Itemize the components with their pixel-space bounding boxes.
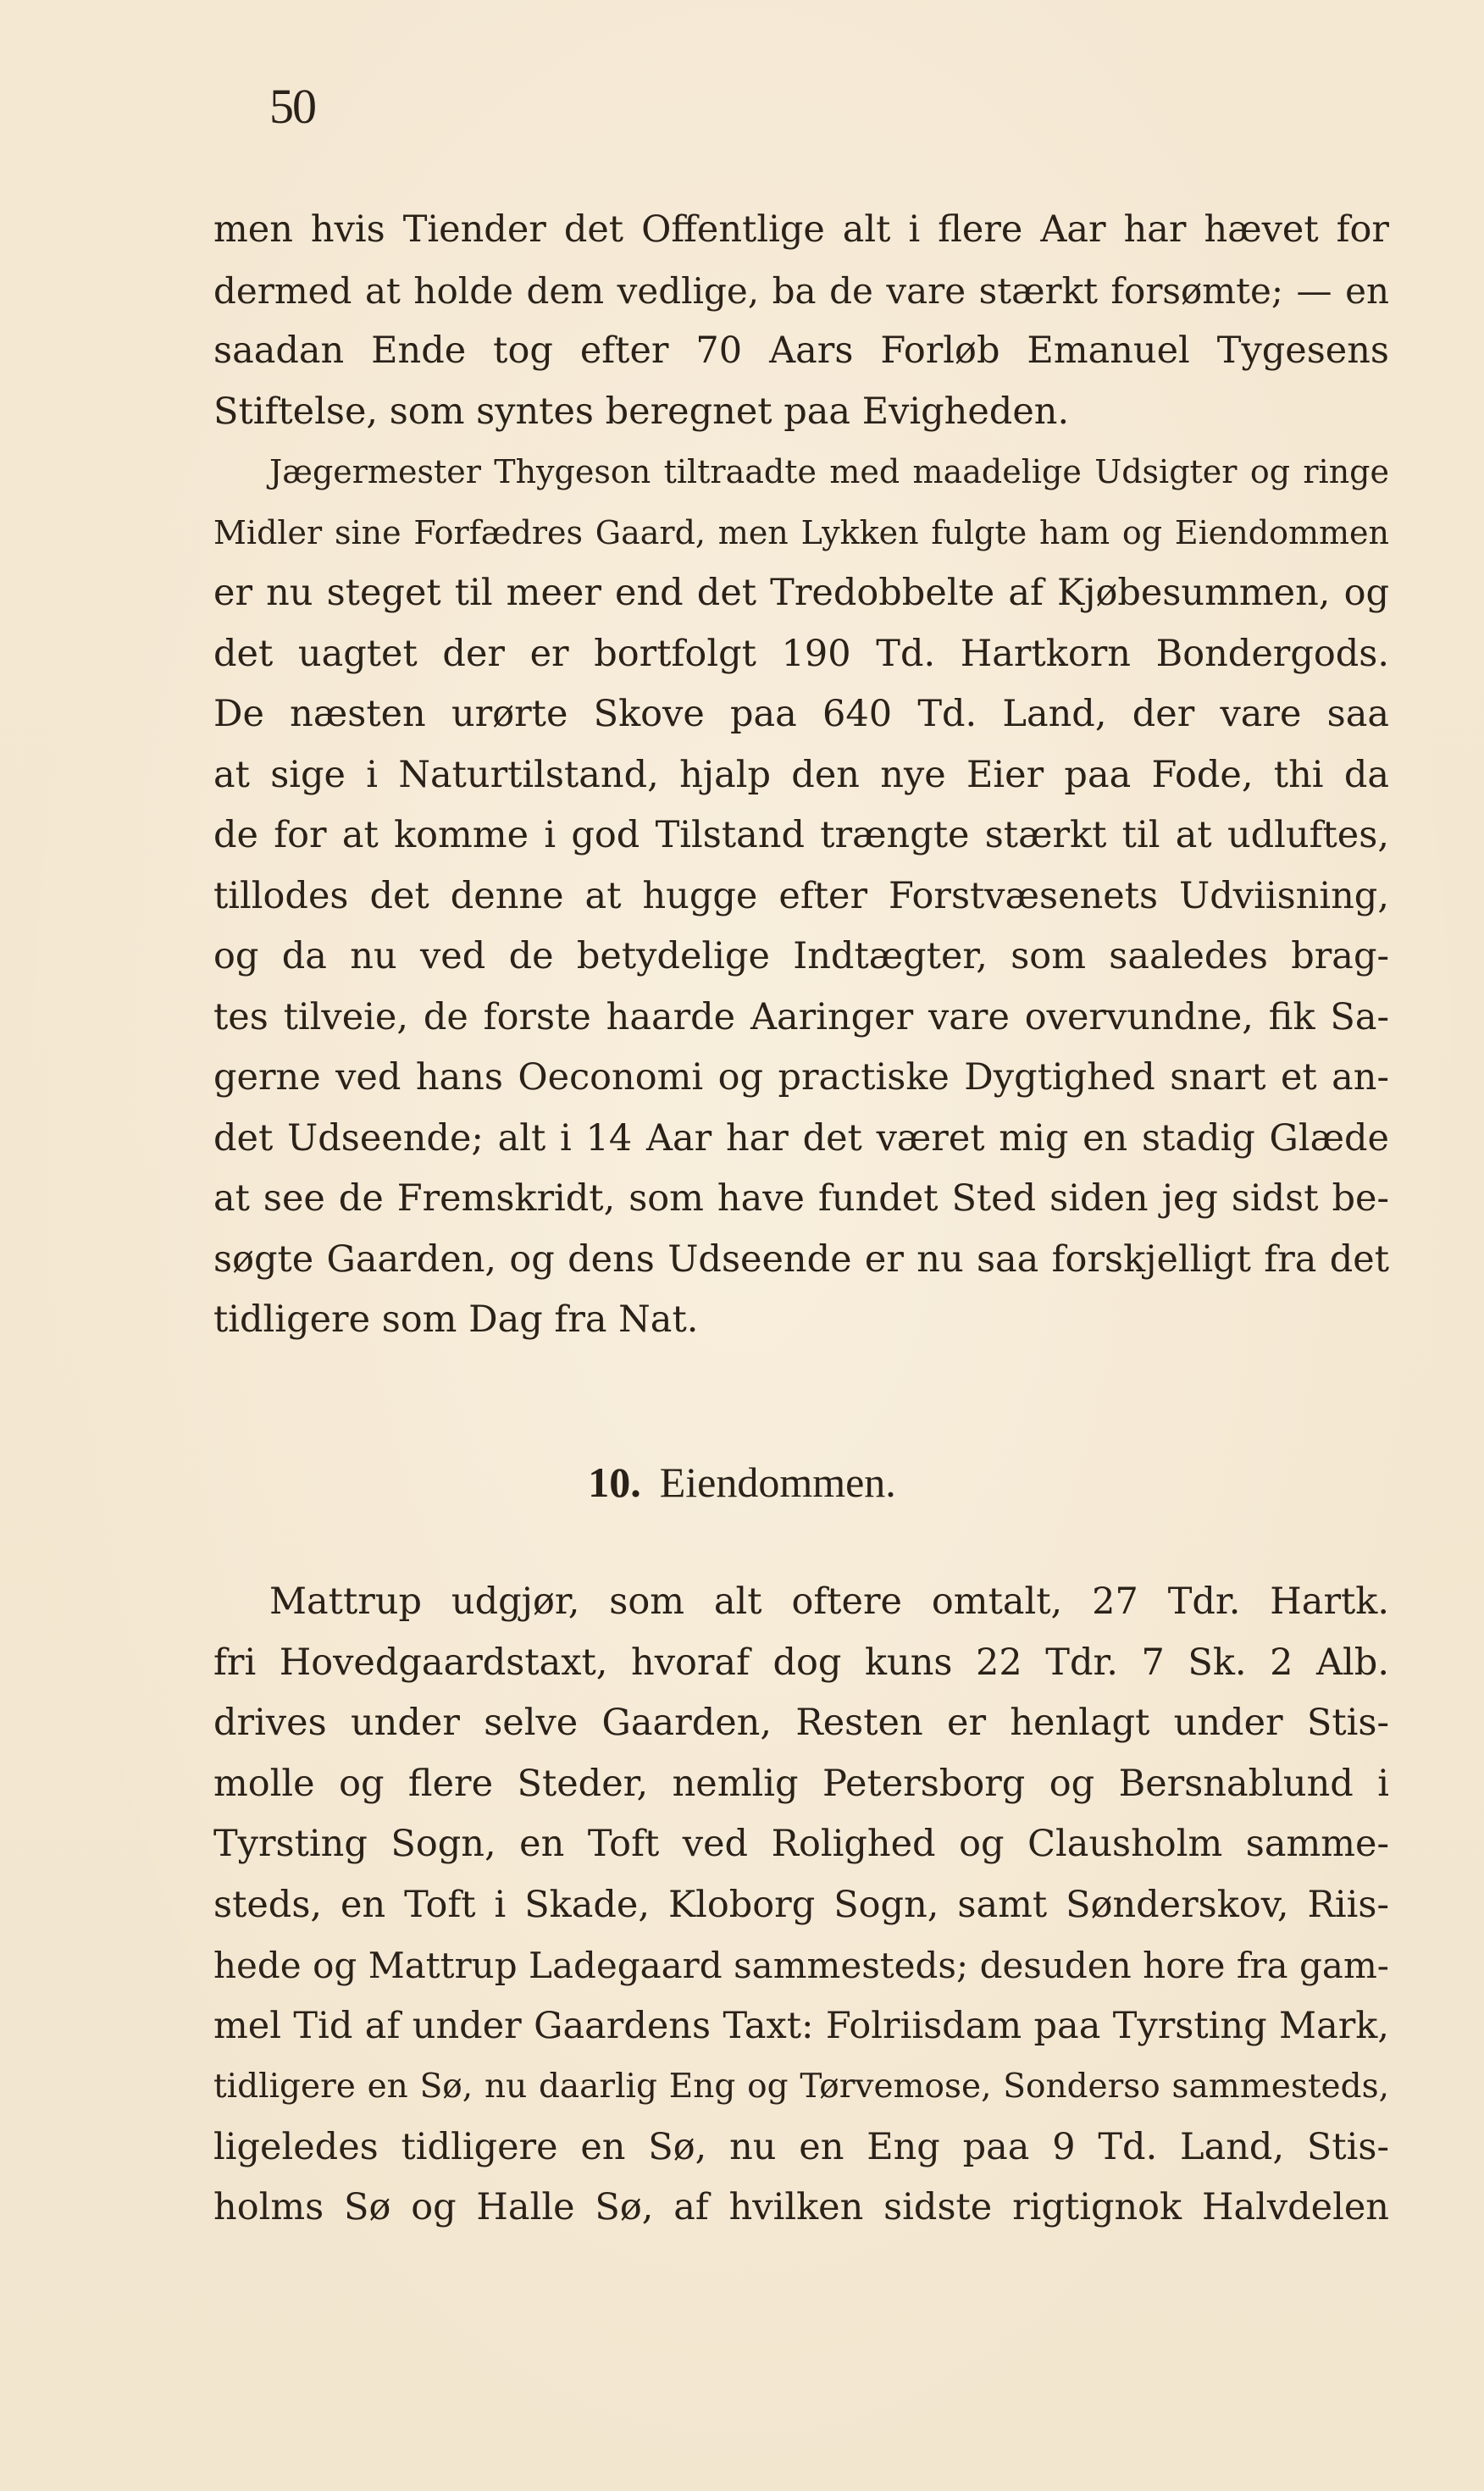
body-text-top bbox=[213, 200, 1389, 1351]
text-line: tidligere en Sø, nu daarlig Eng og Tørvemose, Sonderso sammesteds, bbox=[213, 2068, 1389, 2106]
text-line: holms Sø og Halle Sø, af hvilken sidste rigtignok Halvdelen bbox=[213, 2186, 1389, 2228]
text-line: hede og Mattrup Ladegaard sammesteds; desuden hore fra gam- bbox=[213, 1945, 1389, 1986]
text-line: tidligere som Dag fra Nat. bbox=[213, 1298, 699, 1341]
text-line: men hvis Tiender det Offentlige alt i flere Aar har hævet for bbox=[213, 208, 1389, 251]
section-heading bbox=[0, 1458, 1484, 1507]
text-line: gerne ved hans Oeconomi og practiske Dygtighed snart et an- bbox=[213, 1056, 1389, 1099]
text-line: Midler sine Forfædres Gaard, men Lykken fulgte ham og Eiendommen bbox=[213, 513, 1389, 551]
text-line: og da nu ved de betydelige Indtægter, som saaledes brag- bbox=[213, 935, 1389, 977]
page-number: 50 bbox=[269, 79, 315, 134]
text-line: saadan Ende tog efter 70 Aars Forløb Emanuel Tygesens bbox=[213, 329, 1389, 372]
text-line: tes tilveie, de forste haarde Aaringer vare overvundne, fik Sa- bbox=[213, 995, 1389, 1038]
section-title: Eiendommen. bbox=[659, 1459, 896, 1506]
text-line: De næsten urørte Skove paa 640 Td. Land, der vare saa bbox=[213, 693, 1389, 735]
section-number: 10. bbox=[588, 1459, 641, 1506]
text-line: at sige i Naturtilstand, hjalp den nye Eier paa Fode, thi da bbox=[213, 753, 1389, 796]
text-line: det Udseende; alt i 14 Aar har det været mig en stadig Glæde bbox=[213, 1116, 1389, 1160]
text-line: dermed at holde dem vedlige, ba de vare stærkt forsømte; — en bbox=[213, 269, 1389, 312]
text-line: Jægermester Thygeson tiltraadte med maadelige Udsigter og ringe bbox=[269, 453, 1389, 490]
text-line: at see de Fremskridt, som have fundet Sted siden jeg sidst be- bbox=[213, 1177, 1389, 1220]
text-line: mel Tid af under Gaardens Taxt: Folriisdam paa Tyrsting Mark, bbox=[213, 2004, 1389, 2047]
text-line: Tyrsting Sogn, en Toft ved Rolighed og Clausholm samme- bbox=[213, 1823, 1389, 1865]
text-line: drives under selve Gaarden, Resten er henlagt under Stis- bbox=[213, 1702, 1389, 1744]
text-line: Stiftelse, som syntes beregnet paa Evigheden. bbox=[213, 390, 1070, 433]
text-line: Mattrup udgjør, som alt oftere omtalt, 27 Tdr. Hartk. bbox=[269, 1580, 1389, 1623]
body-text-bottom bbox=[213, 1572, 1389, 2239]
text-line: det uagtet der er bortfolgt 190 Td. Hartkorn Bondergods. bbox=[213, 632, 1389, 675]
text-line: ligeledes tidligere en Sø, nu en Eng paa 9 Td. Land, Stis- bbox=[213, 2125, 1389, 2168]
text-line: steds, en Toft i Skade, Kloborg Sogn, samt Sønderskov, Riis- bbox=[213, 1883, 1389, 1926]
text-line: molle og flere Steder, nemlig Petersborg og Bersnablund i bbox=[213, 1762, 1389, 1805]
text-line: søgte Gaarden, og dens Udseende er nu saa forskjelligt fra det bbox=[213, 1237, 1389, 1281]
text-line: tillodes det denne at hugge efter Forstvæsenets Udviisning, bbox=[213, 874, 1389, 917]
text-line: fri Hovedgaardstaxt, hvoraf dog kuns 22 Tdr. 7 Sk. 2 Alb. bbox=[213, 1641, 1389, 1684]
text-line: de for at komme i god Tilstand trængte stærkt til at udluftes, bbox=[213, 814, 1389, 856]
text-line: er nu steget til meer end det Tredobbelte af Kjøbesummen, og bbox=[213, 572, 1389, 614]
